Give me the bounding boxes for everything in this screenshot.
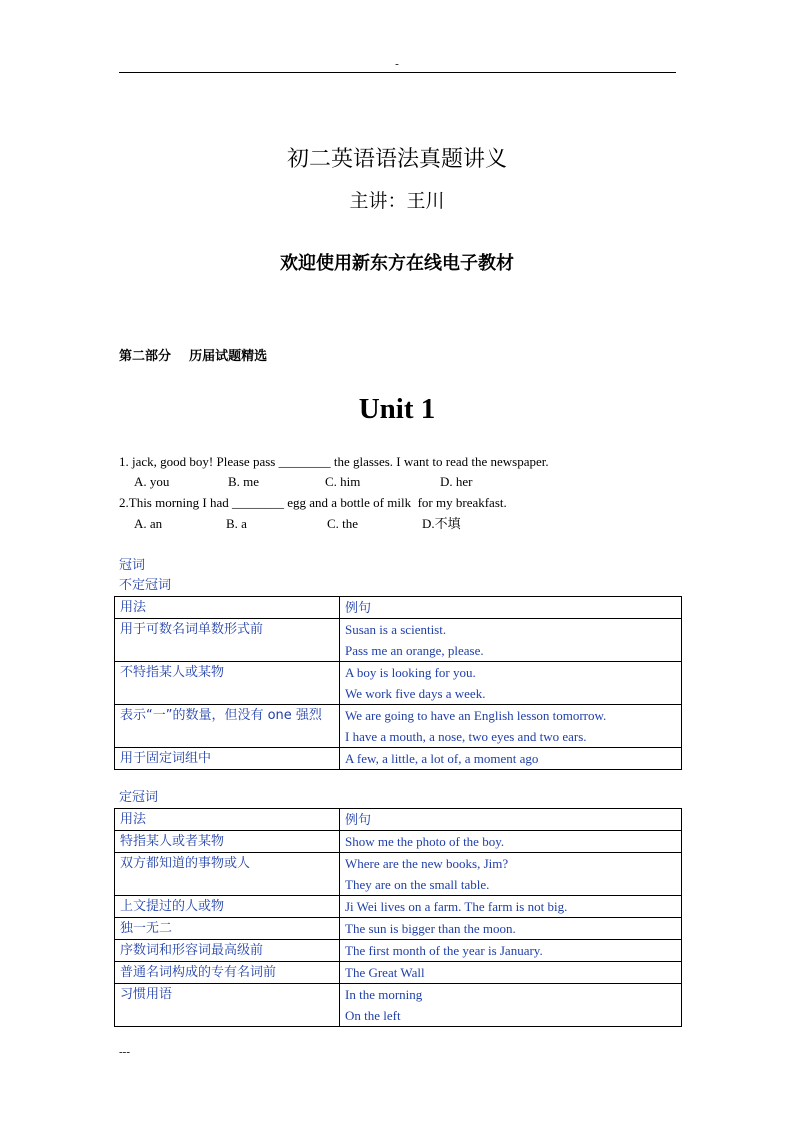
speaker-line: 主讲：王川 <box>349 190 445 212</box>
example-sentence: In the morning <box>345 987 423 1002</box>
table-row <box>115 662 682 705</box>
example-sentence: The Great Wall <box>345 965 425 980</box>
table-row <box>115 619 682 662</box>
usage-cell: 普通名词构成的专有名词前 <box>115 962 340 984</box>
question-2-option-d: D.不填 <box>422 516 461 531</box>
table-row <box>115 984 682 1027</box>
indefinite-article-table <box>114 596 682 770</box>
column-header-example: 例句 <box>340 809 682 831</box>
example-sentence: The sun is bigger than the moon. <box>345 921 516 936</box>
example-cell <box>340 831 682 853</box>
usage-cell: 习惯用语 <box>115 984 340 1027</box>
question-2-options <box>134 514 694 534</box>
usage-cell: 表示“一”的数量，但没有 one 强烈 <box>115 705 340 748</box>
definite-article-heading: 定冠词 <box>119 790 159 805</box>
usage-cell: 双方都知道的事物或人 <box>115 853 340 896</box>
question-1-options <box>134 472 694 492</box>
example-sentence: They are on the small table. <box>345 877 490 892</box>
table-header-row <box>115 809 682 831</box>
example-sentence: Show me the photo of the boy. <box>345 834 505 849</box>
articles-heading: 冠词 <box>119 558 146 573</box>
question-2-option-b: B. a <box>226 516 247 531</box>
example-sentence: Where are the new books, Jim? <box>345 856 509 871</box>
indefinite-article-heading: 不定冠词 <box>119 578 172 593</box>
example-cell <box>340 940 682 962</box>
example-cell <box>340 853 682 896</box>
question-1-option-b: B. me <box>228 474 260 489</box>
example-cell <box>340 962 682 984</box>
example-cell <box>340 748 682 770</box>
usage-cell: 不特指某人或某物 <box>115 662 340 705</box>
example-sentence: Pass me an orange, please. <box>345 643 484 658</box>
table-row <box>115 853 682 896</box>
example-sentence: The first month of the year is January. <box>345 943 543 958</box>
example-cell <box>340 918 682 940</box>
indefinite-table-body <box>115 597 682 770</box>
question-1-option-c: C. him <box>325 474 361 489</box>
definite-table-body <box>115 809 682 1027</box>
example-sentence: We are going to have an English lesson tomorrow. <box>345 708 607 723</box>
document-title: 初二英语语法真题讲义 <box>286 147 507 172</box>
table-row <box>115 748 682 770</box>
table-row <box>115 831 682 853</box>
example-cell <box>340 896 682 918</box>
page-footer-mark: --- <box>119 1046 130 1058</box>
table-row <box>115 940 682 962</box>
table-row <box>115 896 682 918</box>
table-row <box>115 705 682 748</box>
example-cell <box>340 619 682 662</box>
example-sentence: On the left <box>345 1008 401 1023</box>
usage-cell: 特指某人或者某物 <box>115 831 340 853</box>
example-sentence: A boy is looking for you. <box>345 665 476 680</box>
header-rule <box>119 72 676 73</box>
example-cell <box>340 984 682 1027</box>
welcome-line: 欢迎使用新东方在线电子教材 <box>280 253 514 274</box>
definite-article-table <box>114 808 682 1027</box>
usage-cell: 上文提过的人或物 <box>115 896 340 918</box>
example-cell <box>340 705 682 748</box>
question-2-text: 2.This morning I had ________ egg and a bottle of milk for my breakfast. <box>119 495 507 510</box>
unit-heading: Unit 1 <box>358 393 436 425</box>
example-sentence: A few, a little, a lot of, a moment ago <box>345 751 539 766</box>
usage-cell: 用于可数名词单数形式前 <box>115 619 340 662</box>
example-cell <box>340 662 682 705</box>
section-heading: 第二部分 历届试题精选 <box>119 349 268 364</box>
example-sentence: Susan is a scientist. <box>345 622 447 637</box>
question-1-option-d: D. her <box>440 474 473 489</box>
page-header-mark: - <box>395 58 399 70</box>
column-header-usage: 用法 <box>115 809 340 831</box>
usage-cell: 用于固定词组中 <box>115 748 340 770</box>
question-2-option-a: A. an <box>134 516 163 531</box>
column-header-usage: 用法 <box>115 597 340 619</box>
question-1-text: 1. jack, good boy! Please pass ________ the glasses. I want to read the newspaper. <box>119 454 549 469</box>
column-header-example: 例句 <box>340 597 682 619</box>
question-2-option-c: C. the <box>327 516 359 531</box>
usage-cell: 序数词和形容词最高级前 <box>115 940 340 962</box>
question-1-option-a: A. you <box>134 474 170 489</box>
table-row <box>115 962 682 984</box>
example-sentence: We work five days a week. <box>345 686 486 701</box>
example-sentence: I have a mouth, a nose, two eyes and two ears. <box>345 729 587 744</box>
usage-cell: 独一无二 <box>115 918 340 940</box>
example-sentence: Ji Wei lives on a farm. The farm is not big. <box>345 899 568 914</box>
table-row <box>115 918 682 940</box>
table-header-row <box>115 597 682 619</box>
